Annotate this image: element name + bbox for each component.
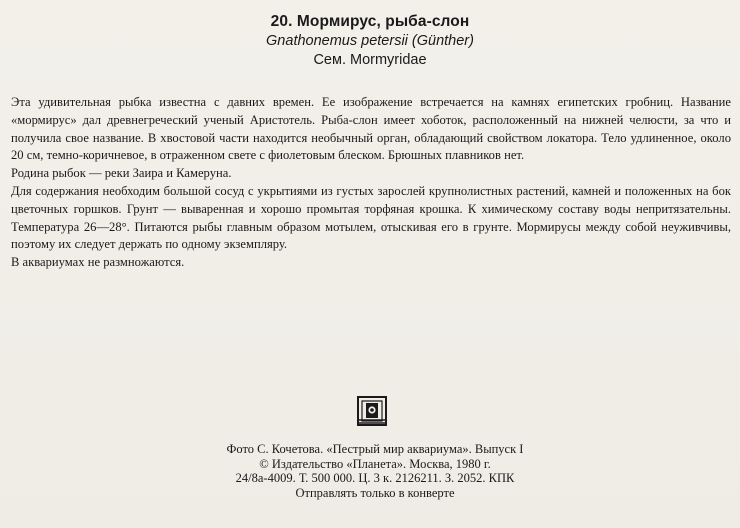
imprint-photo-credit: Фото С. Кочетова. «Пестрый мир аквариума». Выпуск I bbox=[226, 442, 524, 456]
paragraph-habitat: Родина рыбок — реки Заира и Камеруна. bbox=[11, 166, 232, 181]
paragraph-history: Эта удивительная рыбка известна с давних времен. Ее изображение встречается на камнях египетских гробниц. Название «мормирус» дал древнегреческий ученый Аристотель. Рыба-слон имеет хоботок, расположенный на нижней челюсти, за что и получила свое название. В хвостовой части находится необычный орган, обладающий свойством локатора. Тело удлиненное, около 20 см, темно-коричневое, в отраженном свете с фиолетовым блеском. Брюшных плавников нет. bbox=[11, 95, 731, 163]
latin-name: Gnathonemus petersii (Günther) bbox=[266, 33, 474, 49]
family-name: Сем. Mormyridae bbox=[313, 52, 427, 68]
imprint-mailing-note: Отправлять только в конверте bbox=[295, 485, 455, 500]
imprint bbox=[190, 442, 560, 500]
imprint-print-data: 24/8а-4009. Т. 500 000. Ц. 3 к. 2126211. З. 2052. КПК bbox=[235, 471, 515, 486]
imprint-publisher: © Издательство «Планета». Москва, 1980 г. bbox=[259, 456, 491, 471]
paragraph-care: Для содержания необходим большой сосуд с укрытиями из густых зарослей крупнолистных растений, камней и положенных на бок цветочных горшков. Грунт — вываренная и хорошо промытая торфяная крошка. К химическому составу воды непритязательны. Температура 26—28°. Питаются рыбы главным образом мотылем, отыскивая его в грунте. Мормирусы между собой неуживчивы, поэтому их следует держать по одному экземпляру. bbox=[11, 183, 731, 252]
page-title: 20. Мормирус, рыба-слон bbox=[270, 13, 470, 30]
paragraph-breeding: В аквариумах не размножаются. bbox=[11, 255, 185, 270]
description bbox=[11, 94, 731, 272]
header bbox=[0, 12, 740, 70]
publisher-emblem-icon bbox=[357, 396, 387, 426]
